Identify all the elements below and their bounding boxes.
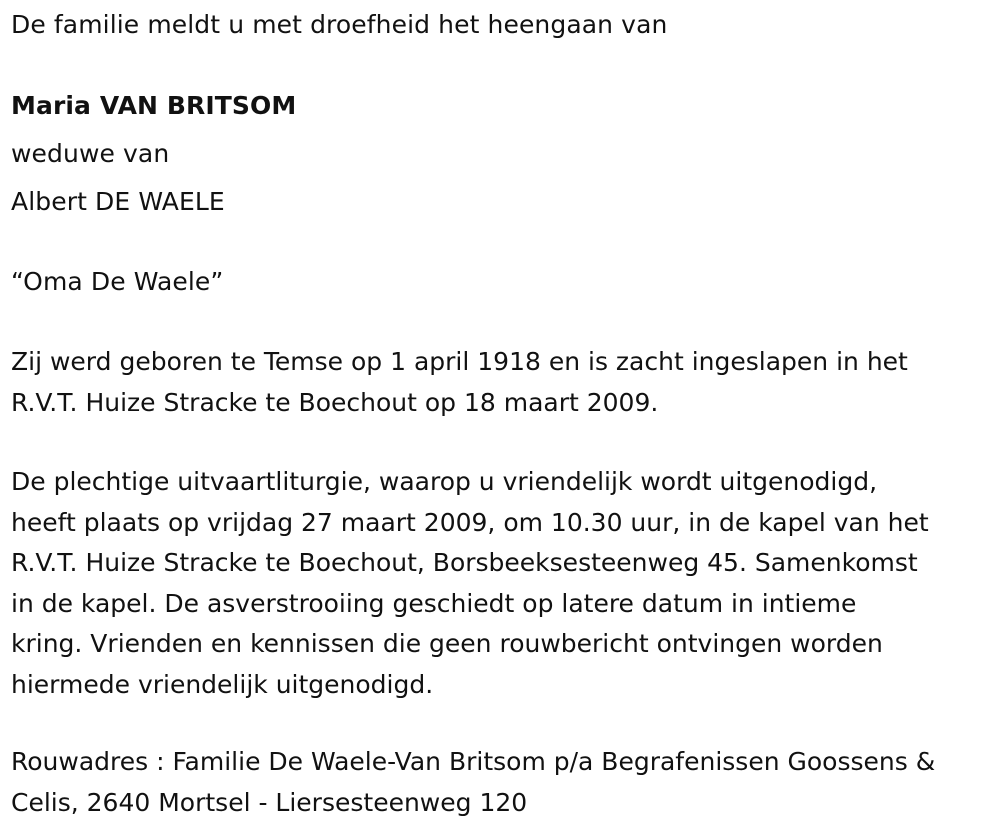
paragraph-line: Rouwadres : Familie De Waele-Van Britsom p/a Begrafenissen Goossens & — [11, 747, 936, 776]
paragraph-line: kring. Vrienden en kennissen die geen rouwbericht ontvingen worden — [11, 629, 883, 658]
funeral-paragraph — [11, 462, 929, 705]
spouse-name: Albert DE WAELE — [11, 187, 225, 216]
birth-death-paragraph — [11, 342, 908, 423]
relation-text: weduwe van — [11, 139, 170, 168]
address-paragraph — [11, 742, 935, 823]
paragraph-line: hiermede vriendelijk uitgenodigd. — [11, 669, 434, 699]
nickname-text: “Oma De Waele” — [11, 267, 224, 296]
paragraph-line: Celis, 2640 Mortsel - Liersesteenweg 120 — [11, 787, 528, 817]
paragraph-line: De plechtige uitvaartliturgie, waarop u vriendelijk wordt uitgenodigd, — [11, 467, 878, 496]
deceased-name: Maria VAN BRITSOM — [11, 91, 297, 120]
paragraph-line: heeft plaats op vrijdag 27 maart 2009, om 10.30 uur, in de kapel van het — [11, 507, 929, 537]
intro-text: De familie meldt u met droefheid het heengaan van — [11, 10, 668, 39]
paragraph-line: R.V.T. Huize Stracke te Boechout op 18 maart 2009. — [11, 387, 659, 417]
paragraph-line: Zij werd geboren te Temse op 1 april 1918 en is zacht ingeslapen in het — [11, 347, 908, 376]
paragraph-line: in de kapel. De asverstrooiing geschiedt op latere datum in intieme — [11, 588, 857, 618]
paragraph-line: R.V.T. Huize Stracke te Boechout, Borsbeeksesteenweg 45. Samenkomst — [11, 548, 918, 577]
